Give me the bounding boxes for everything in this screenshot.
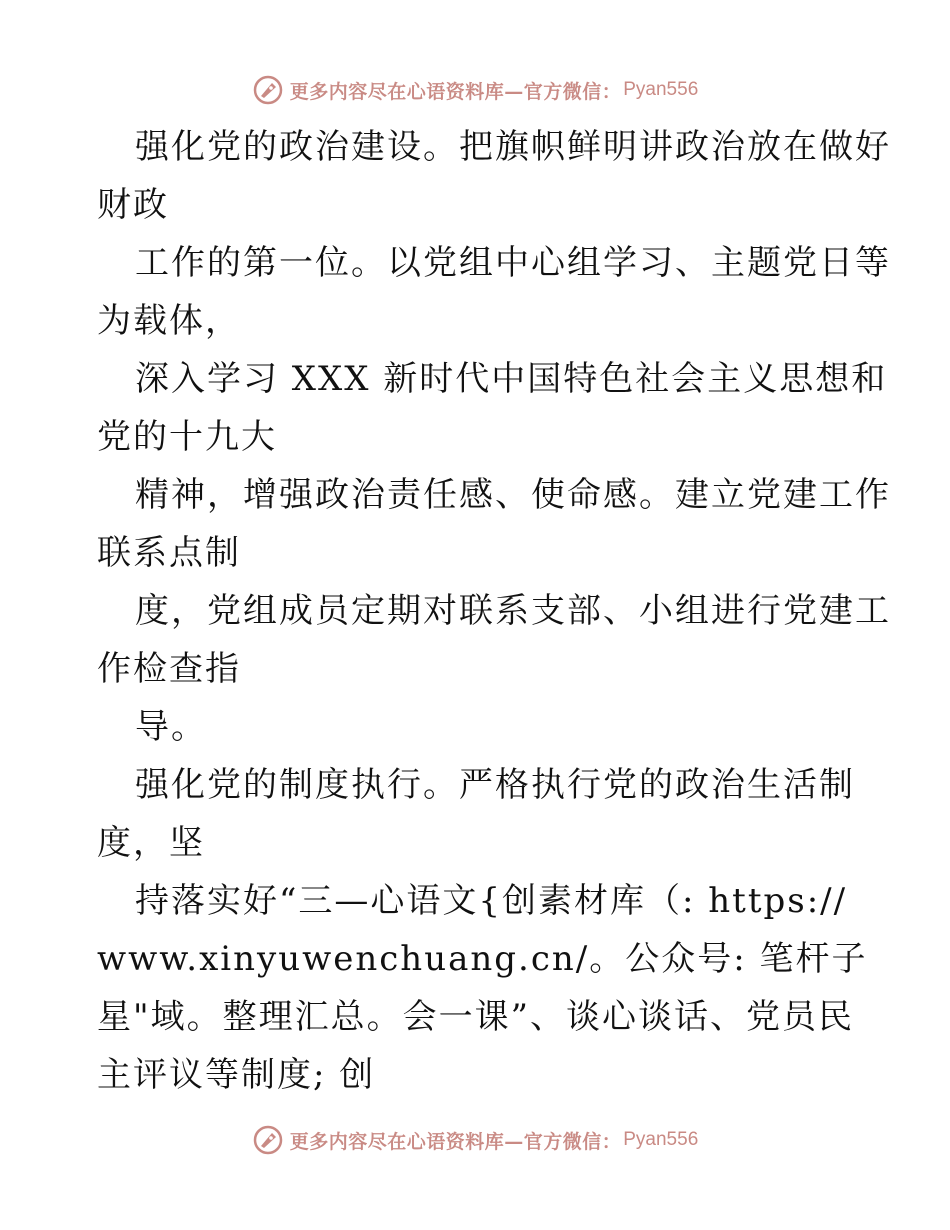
footer-watermark xyxy=(0,1120,950,1160)
watermark-wechat-id: Pyan556 xyxy=(623,79,699,100)
text-line: 财政 xyxy=(97,185,169,225)
watermark-text: 更多内容尽在心语资料库—官方微信： xyxy=(289,1130,622,1153)
text-line: 度，坚 xyxy=(97,823,205,863)
text-line: 工作的第一位。以党组中心组学习、主题党日等 xyxy=(135,243,891,283)
document-body xyxy=(97,118,891,1104)
text-line: 深入学习 XXX 新时代中国特色社会主义思想和 xyxy=(135,359,888,399)
text-line: 主评议等制度; 创 xyxy=(97,1055,376,1095)
pen-nib-logo-icon xyxy=(252,74,284,106)
text-line: 联系点制 xyxy=(97,533,241,573)
text-line: 持落实好“三—心语文{创素材库（: https:// xyxy=(135,881,848,921)
pen-nib-logo-icon xyxy=(252,1124,284,1156)
text-line: 导。 xyxy=(135,707,207,747)
text-line: 强化党的制度执行。严格执行党的政治生活制 xyxy=(135,765,855,805)
text-line: 星"域。整理汇总。会一课”、谈心谈话、党员民 xyxy=(97,997,855,1037)
watermark-text: 更多内容尽在心语资料库—官方微信： xyxy=(289,80,622,103)
watermark-wechat-id: Pyan556 xyxy=(623,1129,699,1150)
text-line: 作检查指 xyxy=(97,649,241,689)
text-line: 强化党的政治建设。把旗帜鲜明讲政治放在做好 xyxy=(135,127,891,167)
text-line: 精神，增强政治责任感、使命感。建立党建工作 xyxy=(135,475,891,515)
text-line: 度，党组成员定期对联系支部、小组进行党建工 xyxy=(135,591,891,631)
text-line: 为载体， xyxy=(97,301,241,341)
text-line: 党的十九大 xyxy=(97,417,277,457)
header-watermark xyxy=(0,70,950,110)
text-line: www.xinyuwenchuang.cn/。公众号: 笔杆子 xyxy=(97,939,868,979)
